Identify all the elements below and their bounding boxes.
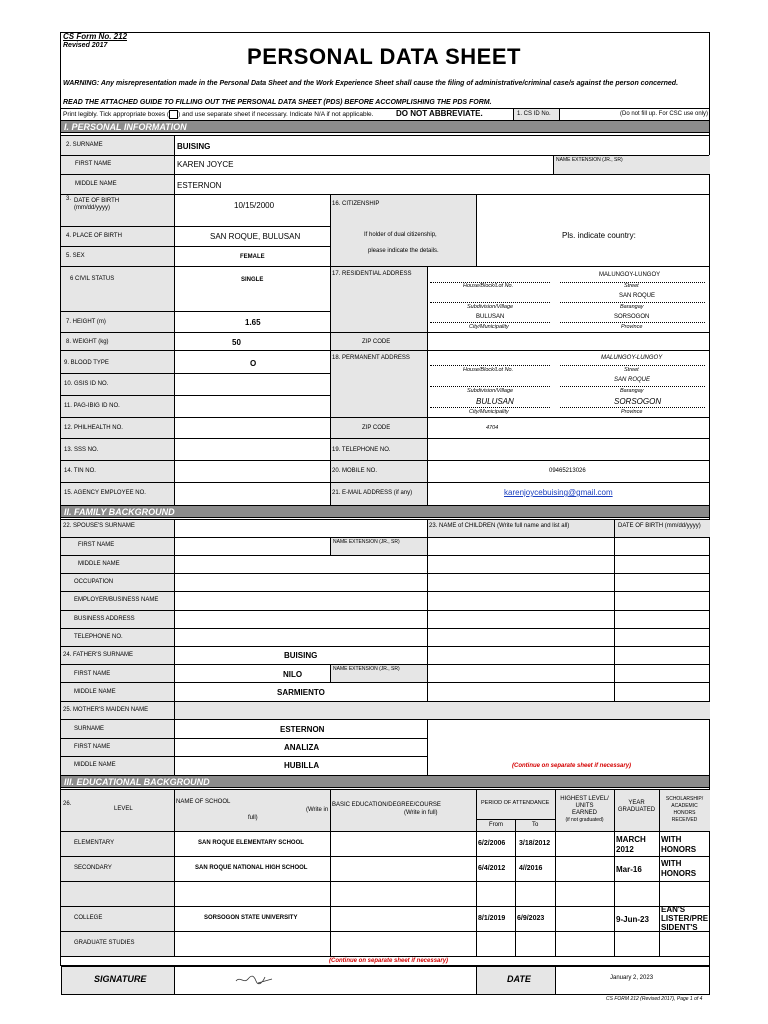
divider <box>427 719 428 775</box>
edu-school[interactable]: SAN ROQUE NATIONAL HIGH SCHOOL <box>195 865 308 871</box>
gsis-label: 10. GSIS ID NO. <box>64 381 109 387</box>
mobile-value[interactable]: 09465213026 <box>549 468 586 474</box>
email-label: 21. E-MAIL ADDRESS (if any) <box>332 490 413 496</box>
res-province-sub: Province <box>621 324 643 330</box>
mother-surname-label: SURNAME <box>74 726 105 732</box>
divider <box>61 266 709 267</box>
perm-zip-value[interactable]: 4704 <box>486 425 499 431</box>
spouse-first-name-label: FIRST NAME <box>78 542 115 548</box>
divider <box>515 819 516 956</box>
weight-label: 8. WEIGHT (kg) <box>66 339 109 345</box>
mother-maiden-label: 25. MOTHER'S MAIDEN NAME <box>63 707 149 713</box>
divider <box>61 831 710 832</box>
cs-id-note: (Do not fill up. For CSC use only) <box>620 111 709 117</box>
divider <box>61 395 330 396</box>
divider <box>61 994 710 995</box>
edu-honors-1[interactable]: EAN'S <box>661 905 686 914</box>
spouse-telephone-label: TELEPHONE NO. <box>74 634 123 640</box>
edu-honors-2[interactable]: HONORS <box>661 869 697 878</box>
year-header-1: YEAR <box>628 800 645 806</box>
course-header-2: (Write in full) <box>404 810 438 816</box>
divider <box>61 956 710 957</box>
do-not-abbreviate: DO NOT ABBREVIATE. <box>396 109 483 118</box>
period-header: PERIOD OF ATTENDANCE <box>481 800 550 806</box>
divider <box>560 365 705 366</box>
edu-level: ELEMENTARY <box>74 840 115 846</box>
perm-house-sub: House/Block/Lot No. <box>463 367 514 373</box>
perm-barangay-sub: Barangay <box>620 388 644 394</box>
sex-value[interactable]: FEMALE <box>240 254 265 260</box>
edu-from[interactable]: 6/2/2006 <box>478 840 506 847</box>
edu-level: GRADUATE STUDIES <box>74 940 135 946</box>
first-name-value[interactable]: KAREN JOYCE <box>177 160 234 169</box>
father-middle-name-label: MIDDLE NAME <box>74 689 116 695</box>
divider <box>61 194 709 195</box>
divider <box>513 108 514 120</box>
divider <box>61 610 710 611</box>
form-revision: Revised 2017 <box>63 42 108 49</box>
agency-no-label: 15. AGENCY EMPLOYEE NO. <box>64 490 146 496</box>
divider <box>61 155 709 156</box>
page-note: CS FORM 212 (Revised 2017), Page 1 of 4 <box>606 996 703 1002</box>
res-barangay[interactable]: SAN ROQUE <box>619 293 656 299</box>
civil-status-label: 6 CIVIL STATUS <box>70 276 115 282</box>
highest-header-3: EARNED <box>571 810 597 816</box>
mobile-label: 20. MOBILE NO. <box>332 468 378 474</box>
print-instr-a: Print legibly. Tick appropriate boxes ( <box>63 111 170 119</box>
edu-honors-1[interactable]: WITH <box>661 835 682 844</box>
divider <box>61 573 710 574</box>
divider <box>61 417 710 418</box>
perm-street-sub: Street <box>624 367 639 373</box>
education-level-column <box>61 831 174 956</box>
divider <box>61 373 330 374</box>
divider <box>61 246 330 247</box>
edu-year-1[interactable]: 9-Jun-23 <box>616 915 649 924</box>
divider <box>61 591 710 592</box>
highest-header-1: HIGHEST LEVEL/ <box>560 796 609 802</box>
spouse-surname-label: 22. SPOUSE'S SURNAME <box>63 523 135 529</box>
divider <box>61 856 710 857</box>
sex-label: 5. SEX <box>66 253 85 259</box>
edu-honors-1[interactable]: WITH <box>661 859 682 868</box>
edu-school[interactable]: SAN ROQUE ELEMENTARY SCHOOL <box>198 840 304 846</box>
divider <box>61 682 710 683</box>
divider <box>61 881 710 882</box>
telephone-label: 19. TELEPHONE NO. <box>332 447 391 453</box>
mother-first-name-label: FIRST NAME <box>74 744 111 750</box>
from-header: From <box>489 822 503 828</box>
children-label: 23. NAME of CHILDREN (Write full name and list all) <box>429 523 570 529</box>
divider <box>560 386 705 387</box>
section-family-background: II. FAMILY BACKGROUND <box>61 505 709 518</box>
school-header-3: full) <box>248 815 258 821</box>
spouse-middle-name-label: MIDDLE NAME <box>78 561 120 567</box>
res-province[interactable]: SORSOGON <box>614 314 650 320</box>
divider <box>709 966 710 994</box>
sss-label: 13. SSS NO. <box>64 447 99 453</box>
dob-value[interactable]: 10/15/2000 <box>234 201 275 210</box>
edu-level: SECONDARY <box>74 865 112 871</box>
divider <box>61 719 710 720</box>
read-guide-text: READ THE ATTACHED GUIDE TO FILLING OUT THE PERSONAL DATA SHEET (PDS) BEFORE ACCOMPLISHING THE PDS FORM. <box>63 99 492 106</box>
country-note: Pls. indicate country: <box>562 231 636 240</box>
print-instr-b: ) and use separate sheet if necessary. Indicate N/A if not applicable. <box>178 111 374 119</box>
education-num: 26. <box>63 801 72 807</box>
middle-name-label: MIDDLE NAME <box>75 181 117 187</box>
father-first-name-label: FIRST NAME <box>74 671 111 677</box>
perm-province[interactable]: SORSOGON <box>614 397 662 406</box>
pagibig-label: 11. PAG-IBIG ID NO. <box>64 403 120 409</box>
dob-format: (mm/dd/yyyy) <box>74 205 110 211</box>
res-street-sub: Street <box>624 283 639 289</box>
perm-city[interactable]: BULUSAN <box>476 397 514 406</box>
divider <box>61 537 710 538</box>
divider <box>560 302 705 303</box>
mother-middle-value[interactable]: HUBILLA <box>284 761 320 770</box>
perm-zip-label: ZIP CODE <box>362 425 391 431</box>
mother-surname-value[interactable]: ESTERNON <box>280 725 325 734</box>
divider <box>61 226 330 227</box>
res-address-label: 17. RESIDENTIAL ADDRESS <box>332 271 412 277</box>
weight-value[interactable]: 50 <box>232 338 241 347</box>
dob-num: 3. <box>66 196 72 202</box>
father-surname-label: 24. FATHER'S SURNAME <box>63 652 134 658</box>
divider <box>476 819 555 820</box>
res-zip-label: ZIP CODE <box>362 339 391 345</box>
level-header: LEVEL <box>114 806 133 812</box>
highest-header-4: (if not graduated) <box>565 817 604 823</box>
first-name-label: FIRST NAME <box>75 161 112 167</box>
page-title: PERSONAL DATA SHEET <box>247 44 521 69</box>
father-name-ext-label: NAME EXTENSION (JR., SR) <box>333 666 400 672</box>
divider <box>61 756 427 757</box>
honors-header-3: HONORS <box>673 810 696 816</box>
edu-school[interactable]: SORSOGON STATE UNIVERSITY <box>204 915 298 921</box>
divider <box>61 438 710 439</box>
res-city[interactable]: BULUSAN <box>476 314 505 320</box>
family-label-column <box>61 519 174 775</box>
edu-year-1[interactable]: Mar-16 <box>616 865 642 874</box>
to-header: To <box>532 822 539 828</box>
dual-note-1: If holder of dual citizenship, <box>364 232 437 238</box>
divider <box>430 386 550 387</box>
edu-from[interactable]: 6/4/2012 <box>478 865 506 872</box>
res-subdivision-sub: Subdivision/Village <box>467 304 514 310</box>
warning-text: WARNING: Any misrepresentation made in the Personal Data Sheet and the Work Experience Sheet shall cause the filing of administrative/criminal case/s against the person concerned. <box>63 80 679 87</box>
divider <box>61 738 427 739</box>
edu-year-1[interactable]: MARCH <box>616 835 646 844</box>
perm-house[interactable]: MALUNGOY-LUNGOY <box>601 355 663 361</box>
divider <box>430 365 550 366</box>
date-label: DATE <box>507 974 531 984</box>
divider <box>174 135 175 505</box>
school-header-2: (Write in <box>306 807 329 813</box>
edu-level: COLLEGE <box>74 915 103 921</box>
honors-header-4: RECEIVED <box>671 817 698 823</box>
divider <box>61 350 710 351</box>
citizenship-label: 16. CITIZENSHIP <box>332 201 380 207</box>
year-header-2: GRADUATED <box>617 807 656 813</box>
section-educational-background: III. EDUCATIONAL BACKGROUND <box>61 775 709 788</box>
mother-first-value[interactable]: ANALIZA <box>284 743 320 752</box>
form-number: CS Form No. 212 <box>63 32 128 41</box>
divider <box>476 966 477 994</box>
dob-label: DATE OF BIRTH <box>74 198 120 204</box>
edu-honors-3[interactable]: SIDENT'S <box>661 923 698 932</box>
res-house-sub: House/Block/Lot No. <box>463 283 514 289</box>
height-value[interactable]: 1.65 <box>245 318 261 327</box>
perm-address-label: 18. PERMANENT ADDRESS <box>332 355 410 361</box>
divider <box>430 302 550 303</box>
divider <box>330 664 331 682</box>
divider <box>553 155 554 174</box>
divider <box>61 555 710 556</box>
divider <box>427 266 428 505</box>
divider <box>61 789 710 790</box>
edu-to[interactable]: 4//2016 <box>519 865 543 872</box>
res-house[interactable]: MALUNGOY-LUNGOY <box>599 272 661 278</box>
surname-label: 2. SURNAME <box>66 142 103 148</box>
honors-header-2: ACADEMIC <box>671 803 698 809</box>
divider <box>430 407 550 408</box>
perm-barangay[interactable]: SAN ROQUE <box>614 377 651 383</box>
name-ext-label: NAME EXTENSION (JR., SR) <box>556 157 623 163</box>
pob-value[interactable]: SAN ROQUE, BULUSAN <box>210 232 301 241</box>
divider <box>174 966 175 994</box>
divider <box>61 701 710 702</box>
divider <box>61 174 709 175</box>
dual-note-2: please indicate the details. <box>368 248 439 254</box>
employer-label: EMPLOYER/BUSINESS NAME <box>74 597 159 603</box>
perm-subdivision-sub: Subdivision/Village <box>467 388 514 394</box>
mother-middle-name-label: MIDDLE NAME <box>74 762 116 768</box>
signature-label: SIGNATURE <box>94 974 147 984</box>
pob-label: 4. PLACE OF BIRTH <box>66 233 122 239</box>
edu-to[interactable]: 3/18/2012 <box>519 840 551 847</box>
divider <box>61 460 710 461</box>
philhealth-label: 12. PHILHEALTH NO. <box>64 425 123 431</box>
education-continue-note: (Continue on separate sheet if necessary) <box>329 958 449 964</box>
blood-type-label: 9. BLOOD TYPE <box>64 360 109 366</box>
father-first-value[interactable]: NILO <box>283 670 303 679</box>
edu-honors-2[interactable]: LISTER/PRE <box>661 914 709 923</box>
divider <box>61 931 710 932</box>
tin-label: 14. TIN NO. <box>64 468 96 474</box>
spouse-name-ext-label: NAME EXTENSION (JR., SR) <box>333 539 400 545</box>
email-value[interactable]: karenjoycebuising@gmail.com <box>504 488 613 497</box>
blood-type-value[interactable]: O <box>250 359 257 368</box>
divider <box>61 311 330 312</box>
business-address-label: BUSINESS ADDRESS <box>74 616 135 622</box>
height-label: 7. HEIGHT (m) <box>66 319 106 325</box>
perm-city-sub: City/Municipality <box>469 409 509 415</box>
edu-to[interactable]: 6/9/2023 <box>517 915 545 922</box>
divider <box>61 646 710 647</box>
divider <box>174 519 175 775</box>
cs-id-label: 1. CS ID No. <box>517 111 551 117</box>
date-value[interactable]: January 2, 2023 <box>610 975 654 981</box>
res-city-sub: City/Municipality <box>469 324 509 330</box>
divider <box>61 906 710 907</box>
course-header: BASIC EDUCATION/DEGREE/COURSE <box>332 802 441 808</box>
divider <box>61 966 710 967</box>
divider <box>61 628 710 629</box>
divider <box>61 664 710 665</box>
divider <box>61 332 710 333</box>
divider <box>330 537 331 555</box>
perm-province-sub: Province <box>621 409 643 415</box>
divider <box>430 322 550 323</box>
divider <box>560 322 705 323</box>
mother-header-cell <box>61 701 710 719</box>
section-personal-information: I. PERSONAL INFORMATION <box>61 120 709 133</box>
edu-year-2[interactable]: 2012 <box>616 845 634 854</box>
divider <box>560 407 705 408</box>
school-header: NAME OF SCHOOL <box>176 799 231 805</box>
father-surname-value[interactable]: BUISING <box>284 651 318 660</box>
civil-status-value[interactable]: SINGLE <box>241 277 264 283</box>
highest-header-2: UNITS <box>575 803 594 809</box>
divider <box>61 966 62 994</box>
signature-scribble-icon <box>234 970 274 988</box>
middle-name-value[interactable]: ESTERNON <box>177 181 222 190</box>
father-middle-value[interactable]: SARMIENTO <box>277 688 325 697</box>
divider <box>559 108 560 120</box>
family-continue-note: (Continue on separate sheet if necessary) <box>512 763 632 769</box>
honors-header-1: SCHOLARSHIP/ <box>665 796 704 802</box>
edu-honors-2[interactable]: HONORS <box>661 845 697 854</box>
surname-value[interactable]: BUISING <box>177 142 211 151</box>
edu-from[interactable]: 8/1/2019 <box>478 915 506 922</box>
divider <box>555 966 556 994</box>
divider <box>61 108 709 109</box>
divider <box>476 194 477 266</box>
divider <box>61 482 710 483</box>
divider <box>61 519 710 520</box>
res-barangay-sub: Barangay <box>620 304 644 310</box>
divider <box>61 135 709 136</box>
occupation-label: OCCUPATION <box>74 579 114 585</box>
children-dob-label: DATE OF BIRTH (mm/dd/yyyy) <box>618 523 701 529</box>
